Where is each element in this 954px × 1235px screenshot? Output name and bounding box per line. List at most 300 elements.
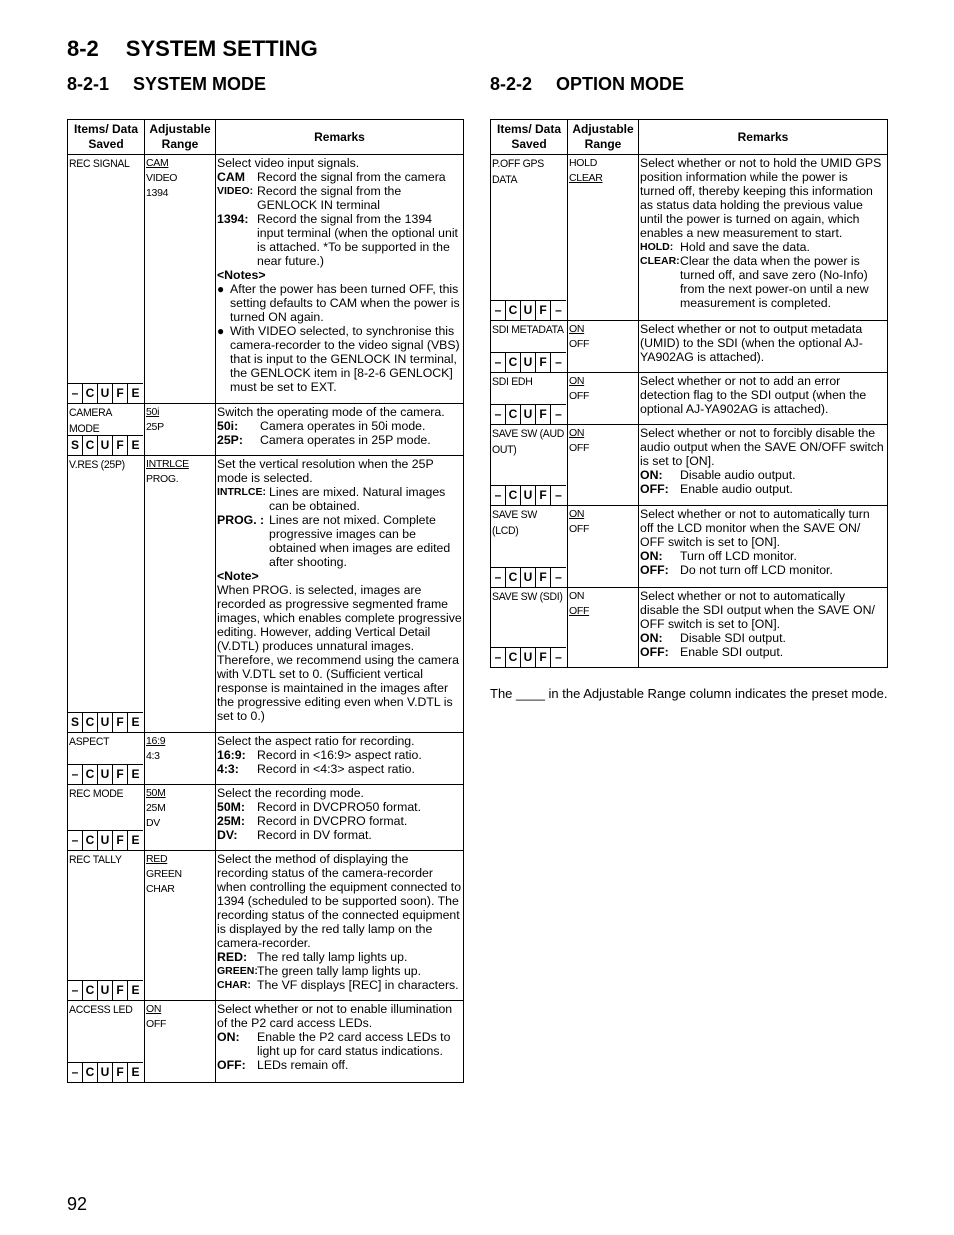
remark-option	[640, 563, 886, 577]
remark-option	[640, 254, 886, 310]
header-remarks: Remarks	[216, 120, 464, 155]
remark-bullet-text: After the power has been turned OFF, this setting defaults to CAM when the power is turned ON again.	[230, 282, 460, 324]
remark-option-desc: Lines are not mixed. Complete progressive images can be obtained when images are edited after shooting.	[269, 513, 451, 569]
data-saved-flag: –	[491, 353, 506, 372]
remark-option-desc: Camera operates in 25P mode.	[260, 433, 431, 447]
remark-option-desc: Record the signal from the GENLOCK IN terminal	[257, 184, 402, 212]
remark-option-desc: Turn off LCD monitor.	[680, 549, 797, 563]
range-option-preset	[569, 322, 637, 337]
remark-text: Switch the operating mode of the camera.	[217, 405, 445, 419]
data-saved-flag: F	[536, 648, 551, 667]
item-cell	[68, 733, 145, 785]
range-option-preset	[569, 507, 637, 522]
option-mode-heading	[490, 74, 684, 95]
item-name: REC MODE	[69, 787, 124, 801]
remark-option	[217, 950, 462, 964]
item-cell	[491, 425, 568, 506]
data-saved-flag: E	[131, 983, 140, 997]
remark-option-key: OFF:	[640, 482, 669, 496]
data-saved-flag: F	[113, 765, 128, 784]
remark-text: Select whether or not to hold the UMID GPS position information while the power is turned off, thereby keeping this information as status data holding the previous value until the power is turned on again, which enables a new measurement to start.	[640, 156, 882, 240]
range-cell	[568, 373, 639, 425]
range-option-label: CAM	[146, 157, 169, 169]
data-saved-flag: E	[131, 386, 140, 400]
item-cell	[491, 321, 568, 373]
option-mode-title: OPTION MODE	[556, 74, 685, 94]
range-option-preset	[146, 405, 214, 420]
data-saved-flag: –	[68, 831, 83, 850]
table-row	[68, 733, 464, 785]
range-option-preset	[146, 1002, 214, 1017]
range-option	[569, 522, 637, 537]
remark-text: Select whether or not to automatically turn off the LCD monitor when the SAVE ON/ OFF switch is set to [ON].	[640, 507, 870, 549]
remark-option	[640, 482, 886, 496]
option-mode-number: 8-2-2	[490, 74, 533, 94]
item-name: ASPECT	[69, 735, 110, 749]
range-option-label: 50i	[146, 406, 160, 418]
remark-text: Select whether or not to automatically disable the SDI output when the SAVE ON/ OFF switch is set to [ON].	[640, 589, 875, 631]
table-row	[491, 155, 888, 321]
remarks-cell	[216, 785, 464, 851]
range-option-label: DV	[146, 817, 160, 829]
data-saved-flag: U	[521, 301, 536, 320]
range-option	[146, 420, 214, 435]
range-option-label: 25P	[146, 421, 164, 433]
remark-option-key: OFF:	[640, 645, 669, 659]
data-saved-flag: U	[521, 648, 536, 667]
header-remarks: Remarks	[639, 120, 888, 155]
range-option-preset	[146, 852, 214, 867]
range-options	[145, 456, 215, 487]
item-name: SAVE SW (SDI)	[492, 590, 563, 604]
remarks-cell	[639, 506, 888, 588]
remarks-cell	[639, 321, 888, 373]
remark-option-key: 50M:	[217, 800, 246, 814]
item-cell	[68, 785, 145, 851]
remark-text: Select the recording mode.	[217, 786, 364, 800]
range-cell	[568, 588, 639, 668]
item-cell	[491, 506, 568, 588]
range-options	[568, 373, 638, 404]
system-mode-heading	[67, 74, 266, 95]
remark-text: Select whether or not to enable illumination of the P2 card access LEDs.	[217, 1002, 453, 1030]
data-saved-flag: U	[98, 1063, 113, 1082]
table-row	[68, 155, 464, 404]
remarks-cell	[216, 851, 464, 1001]
table-row	[491, 373, 888, 425]
range-option	[146, 472, 214, 487]
remark-option-desc: LEDs remain off.	[257, 1058, 349, 1072]
range-options	[568, 506, 638, 537]
data-saved-flag: –	[68, 765, 83, 784]
table-row	[68, 851, 464, 1001]
range-options	[568, 588, 638, 619]
remark-heading: <Note>	[217, 569, 259, 583]
remark-option-key: 16:9:	[217, 748, 246, 762]
remark-option-key: ON:	[640, 631, 663, 645]
remark-option-desc: Record in <16:9> aspect ratio.	[257, 748, 422, 762]
remark-option	[640, 549, 886, 563]
remark-option	[217, 170, 462, 184]
data-saved-flag: C	[506, 568, 521, 587]
item-name: SAVE SW (LCD)	[492, 508, 537, 538]
range-option-label: ON	[569, 375, 585, 387]
item-cell	[68, 155, 145, 404]
remark-option	[217, 184, 462, 212]
data-saved-flag: C	[506, 648, 521, 667]
remark-bullet-text: With VIDEO selected, to synchronise this camera-recorder to the video signal (VBS) that is input to the GENLOCK IN terminal, the GENLOCK item in [8-2-6 GENLOCK] must be set to EXT.	[230, 324, 460, 394]
data-saved-flag: E	[131, 833, 140, 847]
item-cell	[68, 456, 145, 733]
data-saved-flag: C	[83, 713, 98, 732]
remark-option-desc: Lines are mixed. Natural images can be obtained.	[269, 485, 446, 513]
remark-option-desc: Enable SDI output.	[680, 645, 784, 659]
range-option	[569, 441, 637, 456]
range-option-label: OFF	[569, 338, 590, 350]
range-option-label: ON	[569, 427, 585, 439]
range-option-label: PROG.	[146, 473, 179, 485]
range-cell	[145, 456, 216, 733]
page-number: 92	[67, 1194, 88, 1214]
range-cell	[145, 155, 216, 404]
data-saved-flag: F	[536, 405, 551, 424]
remark-option	[640, 631, 886, 645]
range-option	[569, 389, 637, 404]
data-saved-flag: C	[83, 981, 98, 1000]
data-saved-flag: –	[555, 407, 562, 421]
remark-option	[640, 645, 886, 659]
table-row	[491, 506, 888, 588]
data-saved-flag: C	[83, 436, 98, 455]
range-cell	[145, 733, 216, 785]
remark-option	[217, 814, 462, 828]
remarks-cell	[639, 425, 888, 506]
range-cell	[145, 404, 216, 456]
data-saved-flag: U	[98, 831, 113, 850]
item-name: CAMERA MODE	[69, 406, 113, 436]
remark-option-desc: Record in DVCPRO format.	[257, 814, 408, 828]
data-saved-flag: –	[555, 303, 562, 317]
item-name: REC SIGNAL	[69, 157, 130, 171]
remark-option	[217, 419, 462, 433]
range-option-label: 4:3	[146, 750, 160, 762]
range-option-preset	[146, 457, 214, 472]
remark-option-key: DV:	[217, 828, 238, 842]
range-option-label: GREEN	[146, 868, 182, 880]
data-saved-flag: –	[68, 384, 83, 403]
header-items: Items/ Data Saved	[68, 120, 145, 155]
remark-option-key: HOLD:	[640, 241, 674, 253]
remark-text: Select whether or not to forcibly disable the audio output when the SAVE ON/OFF switch is set to [ON].	[640, 426, 884, 468]
data-saved-flag: C	[83, 1063, 98, 1082]
data-saved-flag: E	[131, 715, 140, 729]
range-option-preset	[146, 786, 214, 801]
data-saved-flag: C	[83, 384, 98, 403]
range-option	[146, 1017, 214, 1032]
range-option-label: OFF	[569, 442, 590, 454]
remark-option	[217, 800, 462, 814]
remark-option-desc: Disable audio output.	[680, 468, 796, 482]
data-saved-flag: C	[506, 301, 521, 320]
item-cell	[68, 1001, 145, 1083]
remark-option-desc: The red tally lamp lights up.	[257, 950, 408, 964]
remark-option-key: ON:	[217, 1030, 240, 1044]
data-saved-flag: U	[521, 568, 536, 587]
range-options	[145, 155, 215, 201]
remark-option	[217, 433, 462, 447]
data-saved-flag: U	[98, 436, 113, 455]
range-option-preset	[146, 156, 214, 171]
data-saved-flag: F	[113, 436, 128, 455]
remark-option-key: RED:	[217, 950, 248, 964]
remark-option-desc: Camera operates in 50i mode.	[260, 419, 426, 433]
remark-option-desc: Do not turn off LCD monitor.	[680, 563, 833, 577]
range-option-label: 50M	[146, 787, 166, 799]
data-saved-flag: –	[491, 568, 506, 587]
data-saved-flag: F	[536, 486, 551, 505]
remark-option	[217, 964, 462, 978]
remark-option-key: 4:3:	[217, 762, 239, 776]
table-row	[491, 425, 888, 506]
remark-option	[640, 240, 886, 254]
item-name: SDI EDH	[492, 375, 533, 389]
remark-option-desc: Record in DVCPRO50 format.	[257, 800, 422, 814]
item-cell	[491, 588, 568, 668]
system-mode-title: SYSTEM MODE	[133, 74, 267, 94]
remark-option-desc: Record in <4:3> aspect ratio.	[257, 762, 415, 776]
remark-option-key: CLEAR:	[640, 255, 680, 267]
option-mode-table	[490, 119, 888, 668]
data-saved-flags	[491, 352, 566, 372]
remark-heading: <Notes>	[217, 268, 266, 282]
item-name: ACCESS LED	[69, 1003, 133, 1017]
remark-option-desc: The VF displays [REC] in characters.	[257, 978, 459, 992]
remark-option	[217, 828, 462, 842]
range-option-label: ON	[569, 323, 585, 335]
remark-text: When PROG. is selected, images are recorded as progressive segmented frame images, which enables complete progressive editing. However, adding Vertical Detail (V.DTL) produces unnatural images. Therefore, we recommend using the camera with V.DTL set to 0. (Sufficient vertical response is maintained in the images after the progressive editing even when V.DTL is set to 0.)	[217, 583, 462, 723]
remark-option	[217, 485, 462, 513]
data-saved-flags	[68, 1062, 143, 1082]
range-option	[569, 156, 637, 171]
data-saved-flag: F	[536, 301, 551, 320]
item-cell	[68, 851, 145, 1001]
data-saved-flags	[491, 567, 566, 587]
data-saved-flag: –	[555, 355, 562, 369]
preset-note: The ____ in the Adjustable Range column indicates the preset mode.	[490, 686, 888, 701]
data-saved-flags	[491, 404, 566, 424]
item-name: SDI METADATA	[492, 323, 564, 337]
range-options	[145, 733, 215, 764]
data-saved-flag: C	[506, 486, 521, 505]
range-cell	[145, 785, 216, 851]
range-option	[569, 589, 637, 604]
remarks-cell	[639, 155, 888, 321]
remark-text: Select the aspect ratio for recording.	[217, 734, 415, 748]
remark-option	[640, 468, 886, 482]
remark-text: Select whether or not to output metadata (UMID) to the SDI (when the optional AJ-YA902AG is attached).	[640, 322, 863, 364]
remark-option-key: 1394:	[217, 212, 249, 226]
range-options	[568, 321, 638, 352]
range-options	[568, 155, 638, 186]
data-saved-flag: F	[113, 1063, 128, 1082]
range-options	[568, 425, 638, 456]
range-options	[145, 785, 215, 831]
data-saved-flags	[68, 383, 143, 403]
range-cell	[568, 425, 639, 506]
range-option	[146, 749, 214, 764]
data-saved-flags	[68, 980, 143, 1000]
remark-option-key: 50i:	[217, 419, 239, 433]
data-saved-flags	[68, 435, 143, 455]
table-row	[68, 1001, 464, 1083]
range-option-label: ON	[569, 590, 585, 602]
range-option	[146, 882, 214, 897]
range-cell	[568, 506, 639, 588]
remark-option-desc: Clear the data when the power is turned off, and save zero (No-Info) from the next power-on until a new measurement is completed.	[680, 254, 869, 310]
data-saved-flag: S	[68, 436, 83, 455]
range-option-label: ON	[569, 508, 585, 520]
data-saved-flags	[68, 764, 143, 784]
data-saved-flag: C	[83, 831, 98, 850]
remark-text: Select the method of displaying the recording status of the camera-recorder when controlling the equipment connected to 1394 (scheduled to be supported soon). The recording status of the connected equipment is displayed by the red tally lamp on the camera-recorder.	[217, 852, 462, 950]
data-saved-flag: F	[536, 353, 551, 372]
section-title: SYSTEM SETTING	[125, 36, 318, 61]
remarks-cell	[216, 733, 464, 785]
remarks-cell	[216, 1001, 464, 1083]
range-option-label: VIDEO	[146, 172, 178, 184]
range-option-preset	[569, 604, 637, 619]
item-cell	[68, 404, 145, 456]
item-name: V.RES (25P)	[69, 458, 125, 472]
range-option-label: CHAR	[146, 883, 175, 895]
remark-option-key: GREEN:	[217, 965, 258, 977]
data-saved-flags	[68, 830, 143, 850]
data-saved-flag: F	[113, 981, 128, 1000]
header-items: Items/ Data Saved	[491, 120, 568, 155]
table-row	[68, 456, 464, 733]
remark-option-desc: Hold and save the data.	[680, 240, 810, 254]
remark-bullet	[217, 282, 462, 324]
range-option-preset	[146, 734, 214, 749]
range-option	[146, 816, 214, 831]
remark-option-key: OFF:	[640, 563, 669, 577]
range-cell	[568, 155, 639, 321]
data-saved-flags	[491, 647, 566, 667]
data-saved-flag: S	[68, 713, 83, 732]
range-option-label: OFF	[569, 523, 590, 535]
data-saved-flag: U	[521, 353, 536, 372]
range-option	[146, 186, 214, 201]
data-saved-flag: F	[536, 568, 551, 587]
section-heading	[67, 36, 318, 62]
range-option-label: INTRLCE	[146, 458, 189, 470]
system-mode-number: 8-2-1	[67, 74, 110, 94]
data-saved-flag: E	[131, 438, 140, 452]
remark-option	[217, 748, 462, 762]
data-saved-flag: F	[113, 713, 128, 732]
range-option	[146, 171, 214, 186]
range-option-label: 16:9	[146, 735, 166, 747]
item-cell	[491, 155, 568, 321]
table-row	[491, 588, 888, 668]
remark-text: Select whether or not to add an error detection flag to the SDI output (when the optional AJ-YA902AG is attached).	[640, 374, 867, 416]
remark-text: Select video input signals.	[217, 156, 360, 170]
range-cell	[568, 321, 639, 373]
data-saved-flag: –	[491, 405, 506, 424]
data-saved-flag: U	[98, 384, 113, 403]
data-saved-flag: U	[98, 981, 113, 1000]
range-option-label: 25M	[146, 802, 166, 814]
remark-option-desc: Record the signal from the camera	[257, 170, 446, 184]
data-saved-flag: –	[555, 570, 562, 584]
bullet-icon: ●	[217, 324, 225, 338]
remarks-cell	[639, 588, 888, 668]
remark-option-key: 25P:	[217, 433, 243, 447]
remark-option-key: CHAR:	[217, 979, 251, 991]
range-options	[145, 404, 215, 435]
table-row	[491, 321, 888, 373]
data-saved-flag: C	[506, 405, 521, 424]
remark-option-key: 25M:	[217, 814, 246, 828]
data-saved-flag: U	[98, 765, 113, 784]
remark-bullet	[217, 324, 462, 394]
data-saved-flag: –	[68, 981, 83, 1000]
data-saved-flag: E	[131, 767, 140, 781]
range-option-preset	[569, 426, 637, 441]
remark-option	[217, 1030, 462, 1058]
range-option-label: HOLD	[569, 157, 597, 169]
data-saved-flag: C	[506, 353, 521, 372]
range-option	[146, 867, 214, 882]
remark-option-desc: Enable the P2 card access LEDs to light up for card status indications.	[257, 1030, 451, 1058]
range-option	[569, 337, 637, 352]
item-name: SAVE SW (AUD OUT)	[492, 427, 565, 457]
data-saved-flags	[491, 485, 566, 505]
remarks-cell	[216, 155, 464, 404]
remark-option-key: INTRLCE:	[217, 486, 266, 498]
data-saved-flag: C	[83, 765, 98, 784]
data-saved-flag: –	[491, 301, 506, 320]
range-option-label: CLEAR	[569, 172, 603, 184]
data-saved-flag: U	[521, 486, 536, 505]
range-option	[146, 801, 214, 816]
remark-option	[217, 762, 462, 776]
header-range: Adjustable Range	[145, 120, 216, 155]
item-cell	[491, 373, 568, 425]
data-saved-flag: –	[555, 488, 562, 502]
data-saved-flag: F	[113, 831, 128, 850]
remark-option-key: CAM	[217, 170, 246, 184]
remark-option	[217, 978, 462, 992]
item-name: P.OFF GPS DATA	[492, 157, 544, 187]
remarks-cell	[639, 373, 888, 425]
range-options	[145, 851, 215, 897]
range-option-preset	[569, 171, 637, 186]
remark-option-desc: The green tally lamp lights up.	[257, 964, 422, 978]
remark-option-key: ON:	[640, 549, 663, 563]
range-option-preset	[569, 374, 637, 389]
range-option-label: OFF	[569, 390, 590, 402]
remark-option-key: OFF:	[217, 1058, 246, 1072]
header-range: Adjustable Range	[568, 120, 639, 155]
data-saved-flags	[491, 300, 566, 320]
data-saved-flag: –	[68, 1063, 83, 1082]
range-option-label: 1394	[146, 187, 169, 199]
data-saved-flag: E	[131, 1065, 140, 1079]
table-row	[68, 785, 464, 851]
remark-option-desc: Record in DV format.	[257, 828, 372, 842]
remark-text: Set the vertical resolution when the 25P mode is selected.	[217, 457, 434, 485]
